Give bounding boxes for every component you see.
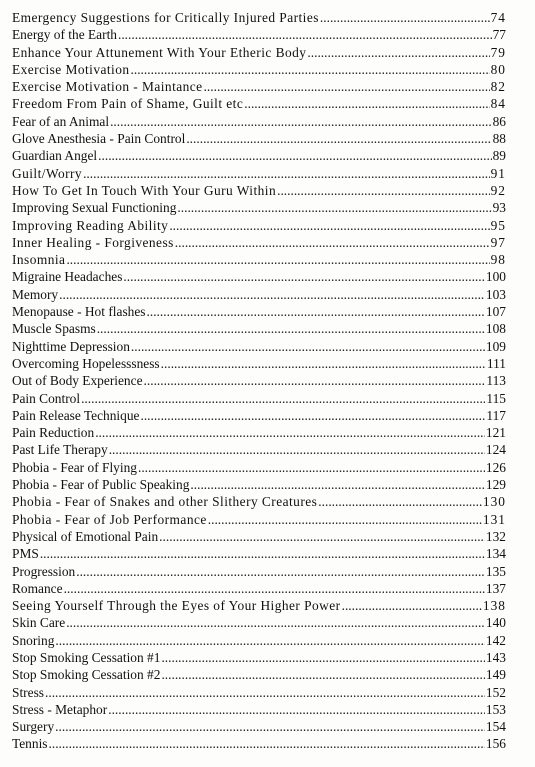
toc-entry [12, 441, 506, 458]
table-of-contents [12, 9, 506, 753]
toc-entry-page-number: 117 [486, 407, 506, 423]
toc-entry-title: Pain Release Technique [12, 407, 140, 423]
toc-entry-title: Energy of the Earth [12, 27, 117, 43]
toc-entry-page-number: 97 [490, 234, 506, 250]
toc-entry [12, 511, 506, 528]
toc-entry-page-number: 149 [485, 667, 506, 683]
toc-entry-title: Seeing Yourself Through the Eyes of Your Higher Power [12, 598, 341, 614]
toc-entry-title: Exercise Motivation - Maintance [12, 79, 203, 95]
toc-entry-title: PMS [12, 546, 39, 562]
toc-entry-page-number: 98 [490, 252, 506, 268]
toc-entry-page-number: 113 [486, 373, 506, 389]
toc-entry [12, 735, 506, 752]
toc-entry [12, 424, 506, 441]
toc-entry-page-number: 131 [482, 511, 506, 527]
toc-entry-title: Guilt/Worry [12, 165, 83, 181]
toc-dot-leader [342, 597, 482, 614]
toc-dot-leader [204, 78, 490, 95]
toc-entry-title: Past Life Therapy [12, 442, 108, 458]
toc-entry [12, 528, 506, 545]
toc-entry-page-number: 108 [485, 321, 506, 337]
toc-entry-title: Phobia - Fear of Job Performance [12, 511, 207, 527]
toc-entry-page-number: 153 [485, 701, 506, 717]
toc-entry-title: Stop Smoking Cessation #2 [12, 667, 161, 683]
toc-dot-leader [169, 217, 489, 234]
toc-entry [12, 286, 506, 303]
toc-entry [12, 217, 506, 234]
toc-entry-page-number: 130 [482, 494, 506, 510]
toc-entry [12, 44, 506, 61]
toc-entry [12, 666, 506, 683]
toc-entry [12, 563, 506, 580]
toc-entry [12, 199, 506, 216]
toc-entry-page-number: 138 [482, 598, 506, 614]
toc-entry [12, 701, 506, 718]
toc-entry-title: Stress [12, 684, 44, 700]
toc-entry-title: Muscle Spasms [12, 321, 96, 337]
toc-entry-page-number: 91 [490, 165, 506, 181]
toc-entry-page-number: 156 [485, 736, 506, 752]
toc-entry-title: Tennis [12, 736, 48, 752]
toc-entry-title: Glove Anesthesia - Pain Control [12, 131, 186, 147]
toc-entry [12, 649, 506, 666]
toc-dot-leader [147, 303, 485, 320]
toc-entry [12, 459, 506, 476]
toc-entry [12, 130, 506, 147]
toc-dot-leader [161, 649, 484, 666]
toc-entry [12, 251, 506, 268]
toc-entry [12, 684, 506, 701]
toc-entry [12, 372, 506, 389]
toc-entry-page-number: 84 [490, 96, 506, 112]
toc-entry [12, 303, 506, 320]
toc-dot-leader [190, 476, 485, 493]
toc-entry-title: Improving Sexual Functioning [12, 200, 177, 216]
toc-dot-leader [49, 735, 485, 752]
toc-dot-leader [108, 701, 485, 718]
toc-entry-title: Improving Reading Ability [12, 217, 169, 233]
toc-entry-title: Exercise Motivation [12, 61, 130, 77]
toc-entry-title: Memory [12, 286, 59, 302]
toc-entry-page-number: 152 [485, 684, 506, 700]
toc-dot-leader [109, 441, 485, 458]
toc-entry-title: Out of Body Experience [12, 373, 143, 389]
toc-entry [12, 95, 506, 112]
toc-entry-page-number: 79 [490, 44, 506, 60]
toc-entry-page-number: 134 [485, 546, 506, 562]
toc-entry-page-number: 140 [485, 615, 506, 631]
toc-dot-leader [140, 407, 485, 424]
toc-entry-page-number: 88 [492, 131, 506, 147]
toc-entry-page-number: 80 [490, 61, 506, 77]
toc-dot-leader [208, 511, 482, 528]
toc-entry [12, 632, 506, 649]
toc-dot-leader [175, 234, 490, 251]
toc-entry [12, 545, 506, 562]
toc-entry [12, 355, 506, 372]
toc-entry [12, 268, 506, 285]
toc-dot-leader [186, 130, 491, 147]
toc-entry-title: Menopause - Hot flashes [12, 304, 146, 320]
toc-entry [12, 407, 506, 424]
toc-entry [12, 9, 506, 26]
toc-dot-leader [177, 199, 491, 216]
toc-dot-leader [244, 95, 489, 112]
toc-entry-title: Phobia - Fear of Snakes and other Slithery Creatures [12, 494, 318, 510]
toc-entry-page-number: 126 [485, 459, 506, 475]
toc-dot-leader [81, 390, 485, 407]
toc-dot-leader [123, 268, 484, 285]
toc-entry-page-number: 135 [485, 563, 506, 579]
toc-entry [12, 147, 506, 164]
toc-entry-page-number: 115 [486, 390, 506, 406]
toc-dot-leader [161, 666, 484, 683]
toc-entry-page-number: 109 [485, 338, 506, 354]
toc-entry-page-number: 77 [492, 27, 506, 43]
toc-dot-leader [307, 44, 489, 61]
toc-entry-title: Phobia - Fear of Public Speaking [12, 477, 190, 493]
toc-entry-title: Progression [12, 563, 76, 579]
toc-dot-leader [138, 459, 485, 476]
toc-entry [12, 614, 506, 631]
toc-entry-title: Nighttime Depression [12, 338, 130, 354]
toc-entry-title: How To Get In Touch With Your Guru Within [12, 182, 277, 198]
toc-entry [12, 234, 506, 251]
toc-dot-leader [64, 580, 485, 597]
toc-entry-page-number: 142 [485, 632, 506, 648]
toc-entry-page-number: 124 [485, 442, 506, 458]
toc-entry-page-number: 137 [485, 580, 506, 596]
toc-dot-leader [66, 614, 485, 631]
toc-dot-leader [318, 493, 482, 510]
toc-entry-page-number: 154 [485, 719, 506, 735]
toc-dot-leader [66, 251, 489, 268]
toc-dot-leader [320, 9, 490, 26]
toc-entry-title: Inner Healing - Forgiveness [12, 234, 174, 250]
toc-entry-title: Migraine Headaches [12, 269, 123, 285]
toc-dot-leader [55, 718, 485, 735]
toc-entry-page-number: 74 [490, 10, 506, 25]
toc-entry-page-number: 82 [490, 79, 506, 95]
toc-dot-leader [95, 424, 485, 441]
toc-entry-title: Surgery [12, 719, 55, 735]
toc-dot-leader [76, 563, 485, 580]
toc-entry-title: Overcoming Hopelesssness [12, 355, 160, 371]
toc-dot-leader [131, 61, 490, 78]
toc-dot-leader [131, 338, 485, 355]
toc-entry [12, 476, 506, 493]
toc-entry-title: Stress - Metaphor [12, 701, 108, 717]
toc-dot-leader [159, 528, 485, 545]
toc-entry [12, 580, 506, 597]
toc-dot-leader [55, 632, 484, 649]
toc-dot-leader [277, 182, 490, 199]
toc-entry [12, 78, 506, 95]
toc-entry-title: Enhance Your Attunement With Your Etheric Body [12, 44, 307, 60]
toc-dot-leader [118, 26, 492, 43]
toc-dot-leader [59, 286, 485, 303]
toc-entry-page-number: 143 [485, 649, 506, 665]
toc-entry [12, 165, 506, 182]
toc-entry-page-number: 121 [485, 425, 506, 441]
toc-entry-page-number: 103 [485, 286, 506, 302]
toc-entry-page-number: 111 [486, 355, 506, 371]
toc-dot-leader [40, 545, 485, 562]
toc-entry-title: Romance [12, 580, 63, 596]
toc-entry-title: Pain Control [12, 390, 81, 406]
toc-dot-leader [144, 372, 486, 389]
toc-entry [12, 61, 506, 78]
toc-entry-page-number: 132 [485, 528, 506, 544]
toc-entry [12, 597, 506, 614]
toc-entry [12, 113, 506, 130]
toc-entry-page-number: 100 [485, 269, 506, 285]
toc-entry-page-number: 107 [485, 304, 506, 320]
toc-dot-leader [45, 684, 485, 701]
toc-dot-leader [161, 355, 486, 372]
toc-entry-page-number: 92 [490, 182, 506, 198]
toc-entry-title: Emergency Suggestions for Critically Injured Parties [12, 10, 319, 25]
toc-entry-title: Phobia - Fear of Flying [12, 459, 137, 475]
toc-entry-page-number: 93 [492, 200, 506, 216]
toc-entry-title: Snoring [12, 632, 55, 648]
toc-entry-title: Stop Smoking Cessation #1 [12, 649, 161, 665]
toc-dot-leader [110, 113, 492, 130]
toc-entry [12, 390, 506, 407]
toc-entry [12, 26, 506, 43]
toc-entry-page-number: 129 [485, 477, 506, 493]
toc-entry-title: Guardian Angel [12, 148, 98, 164]
toc-entry-title: Skin Care [12, 615, 66, 631]
toc-entry [12, 338, 506, 355]
toc-entry-page-number: 86 [492, 113, 506, 129]
toc-entry-title: Physical of Emotional Pain [12, 528, 159, 544]
toc-entry-title: Fear of an Animal [12, 113, 110, 129]
toc-entry-title: Freedom From Pain of Shame, Guilt etc [12, 96, 244, 112]
toc-entry [12, 718, 506, 735]
toc-entry-title: Pain Reduction [12, 425, 95, 441]
toc-entry [12, 320, 506, 337]
toc-dot-leader [98, 147, 491, 164]
toc-entry-page-number: 95 [490, 217, 506, 233]
toc-dot-leader [83, 165, 490, 182]
toc-dot-leader [97, 320, 485, 337]
toc-entry [12, 493, 506, 510]
toc-entry-page-number: 89 [492, 148, 506, 164]
toc-entry-title: Insomnia [12, 252, 66, 268]
toc-entry [12, 182, 506, 199]
